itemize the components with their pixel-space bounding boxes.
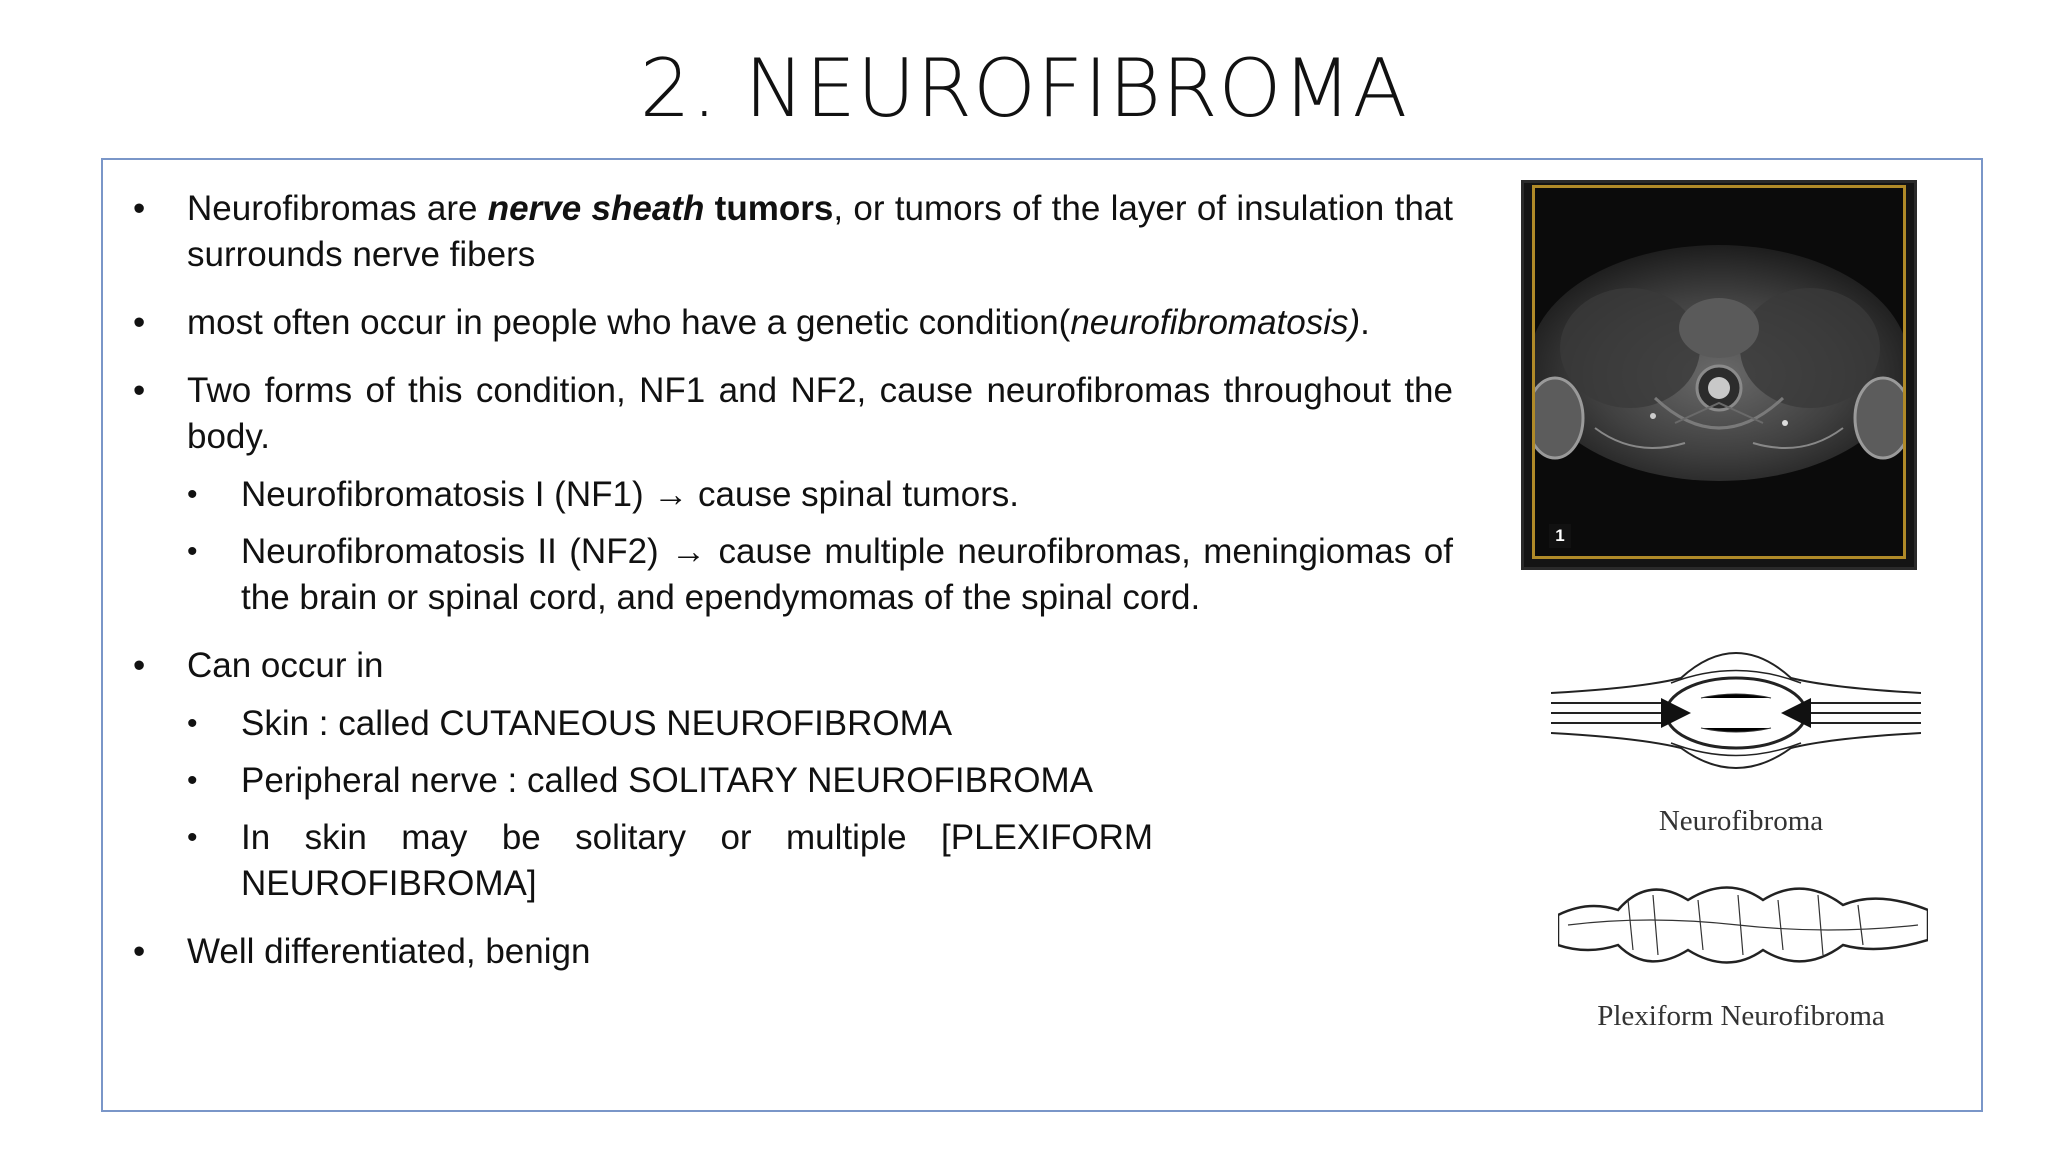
content-box [101, 158, 1983, 1112]
bullet-emphasis: nerve sheath [487, 189, 705, 228]
plexiform-neurofibroma-caption: Plexiform Neurofibroma [1597, 1000, 1885, 1032]
bullet-text: Well differentiated, benign [187, 932, 591, 971]
bullet-emphasis: neurofibromatosis) [1070, 303, 1361, 342]
sub-bullet-peripheral [187, 758, 1453, 804]
sub-bullet-plexiform [187, 815, 1453, 907]
bullet-forms [133, 368, 1453, 460]
bullet-text: cause spinal tumors. [688, 475, 1020, 514]
slide-title: 2. NEUROFIBROMA [639, 42, 1409, 135]
sub-bullet-skin [187, 701, 1453, 747]
bullet-text: . [1360, 303, 1370, 342]
bullet-text: Two forms of this condition, NF1 and NF2, cause neurofibromas throughout the body. [187, 371, 1453, 456]
bullet-list [133, 186, 1453, 997]
bullet-definition [133, 186, 1453, 278]
figure-number-label: 1 [1549, 524, 1571, 548]
bullet-text: In skin may be solitary or multiple [PLEXIFORM NEUROFIBROMA] [241, 818, 1153, 903]
sub-bullet-list [187, 701, 1453, 907]
mri-scan [1532, 185, 1906, 559]
bullet-text: Neurofibromatosis I (NF1) [241, 475, 654, 514]
bullet-text: most often occur in people who have a genetic condition( [187, 303, 1071, 342]
arrow-icon: → [671, 532, 707, 571]
bullet-text: Can occur in [187, 646, 384, 685]
mri-image [1521, 180, 1917, 570]
bullet-benign [133, 929, 1453, 975]
plexiform-neurofibroma-drawing [1558, 870, 1928, 980]
bullet-text: cause multiple neurofibromas, meningiomas of the brain or spinal cord, and ependymomas of the spinal cord. [241, 532, 1453, 617]
mri-scan-graphic [1535, 188, 1903, 556]
sub-bullet-list [187, 472, 1453, 621]
neurofibroma-drawing [1551, 638, 1921, 788]
bullet-text: , or tumors of the layer of insulation that surrounds nerve fibers [187, 189, 1453, 274]
bullet-text: Neurofibromatosis II (NF2) [241, 532, 672, 571]
bullet-text: Skin : called CUTANEOUS NEUROFIBROMA [241, 704, 953, 743]
bullet-genetic [133, 300, 1453, 346]
arrow-icon: → [653, 475, 689, 514]
sub-bullet-nf2 [187, 529, 1453, 621]
bullet-strong: tumors [704, 189, 834, 228]
bullet-text: Neurofibromas are [187, 189, 488, 228]
neurofibroma-caption: Neurofibroma [1658, 805, 1824, 837]
sub-bullet-nf1 [187, 472, 1453, 518]
bullet-occur [133, 643, 1453, 689]
bullet-text: Peripheral nerve : called SOLITARY NEUROFIBROMA [241, 761, 1093, 800]
